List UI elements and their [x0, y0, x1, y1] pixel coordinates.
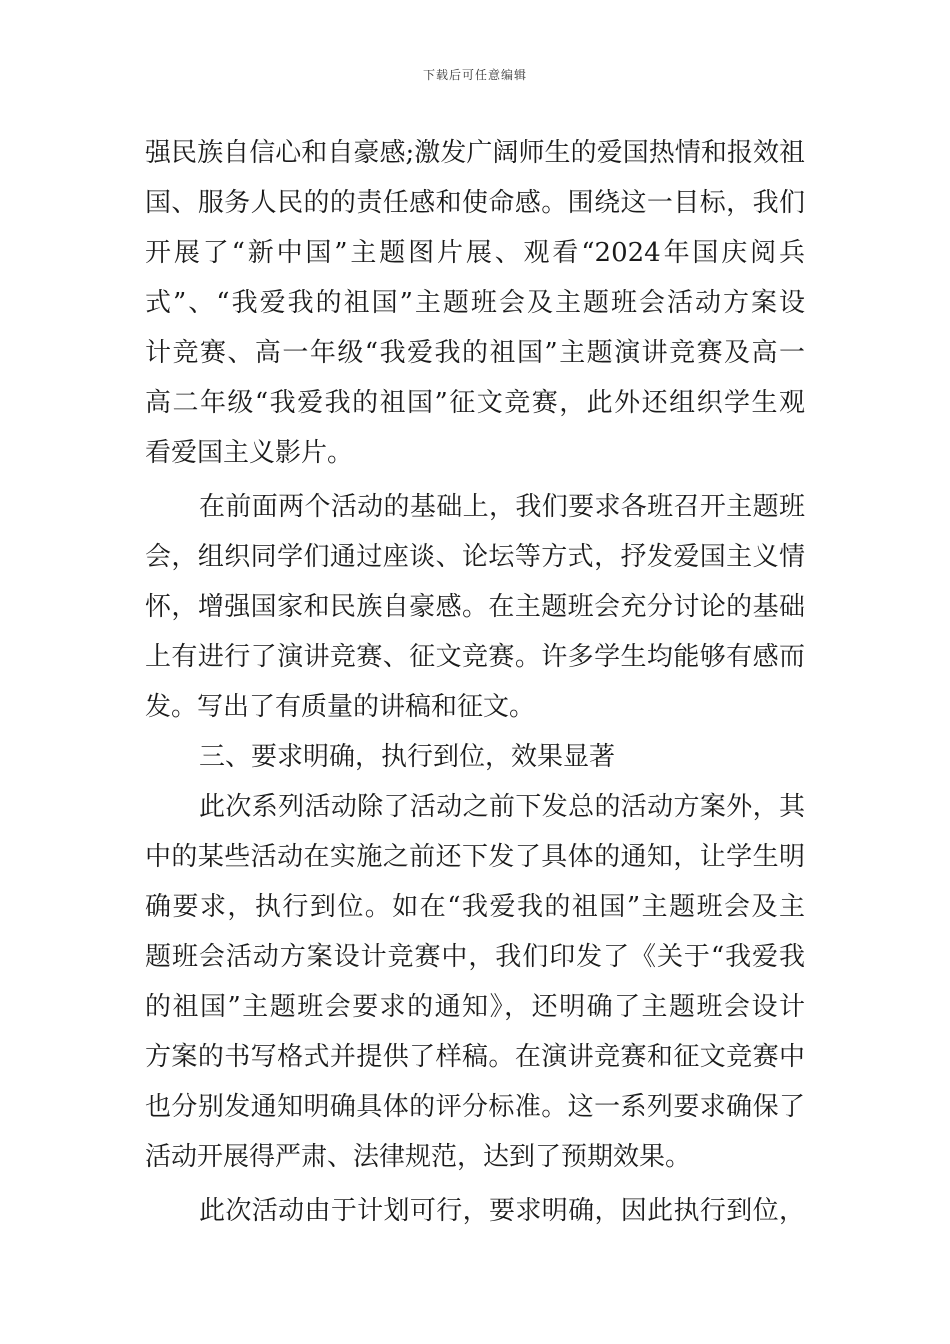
- text-line: 会，组织同学们通过座谈、论坛等方式，抒发爱国主义情: [145, 542, 805, 572]
- text-line: 方案的书写格式并提供了样稿。在演讲竞赛和征文竞赛中: [145, 1042, 805, 1072]
- text-line: 中的某些活动在实施之前还下发了具体的通知，让学生明: [145, 842, 805, 872]
- paragraph-1: [145, 128, 805, 478]
- text-line: 国、服务人民的的责任感和使命感。围绕这一目标，我们: [145, 188, 805, 218]
- section-heading: [145, 732, 805, 782]
- document-body: [145, 128, 805, 1236]
- text-line: 高二年级“我爱我的祖国”征文竞赛，此外还组织学生观: [145, 388, 805, 418]
- text-line: 也分别发通知明确具体的评分标准。这一系列要求确保了: [145, 1092, 805, 1122]
- paragraph-2: [145, 482, 805, 732]
- text-line: 确要求，执行到位。如在“我爱我的祖国”主题班会及主: [145, 892, 805, 922]
- text-line: 式”、“我爱我的祖国”主题班会及主题班会活动方案设: [145, 288, 805, 318]
- text-line: 怀，增强国家和民族自豪感。在主题班会充分讨论的基础: [145, 592, 805, 622]
- page-header-note: 下载后可任意编辑: [422, 68, 527, 82]
- paragraph-3: [145, 782, 805, 1182]
- text-line: 此次活动由于计划可行，要求明确，因此执行到位，: [199, 1196, 805, 1226]
- section-heading-text: 三、要求明确，执行到位，效果显著: [199, 742, 616, 772]
- text-line: 题班会活动方案设计竞赛中，我们印发了《关于“我爱我: [145, 942, 805, 972]
- text-line: 发。写出了有质量的讲稿和征文。: [145, 692, 536, 722]
- text-line: 计竞赛、高一年级“我爱我的祖国”主题演讲竞赛及高一: [145, 338, 805, 368]
- text-line: 开展了“新中国”主题图片展、观看“2024年国庆阅兵: [145, 238, 805, 268]
- text-line: 强民族自信心和自豪感;激发广阔师生的爱国热情和报效祖: [145, 138, 805, 168]
- text-line: 在前面两个活动的基础上，我们要求各班召开主题班: [199, 492, 805, 522]
- text-line: 上有进行了演讲竞赛、征文竞赛。许多学生均能够有感而: [145, 642, 805, 672]
- text-line: 活动开展得严肃、法律规范，达到了预期效果。: [145, 1142, 692, 1172]
- text-line: 看爱国主义影片。: [145, 438, 354, 468]
- text-line: 的祖国”主题班会要求的通知》，还明确了主题班会设计: [145, 992, 805, 1022]
- text-line: 此次系列活动除了活动之前下发总的活动方案外，其: [199, 792, 805, 822]
- paragraph-4: [145, 1186, 805, 1236]
